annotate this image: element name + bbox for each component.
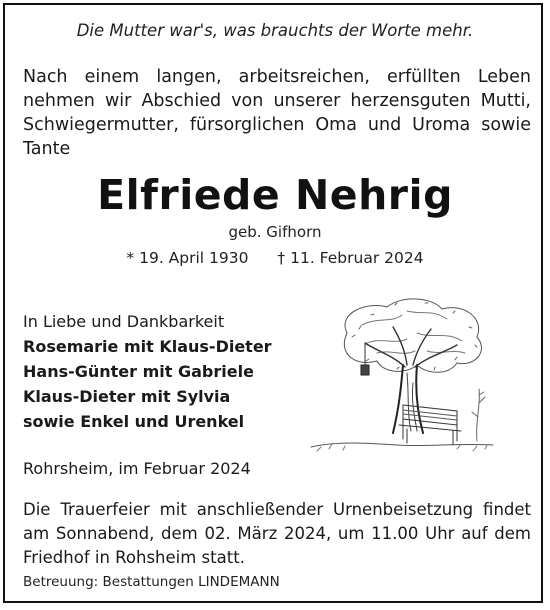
place-and-date: Rohrsheim, im Februar 2024 xyxy=(23,459,251,478)
intro-text: Nach einem langen, arbeitsreichen, erfüllten Leben nehmen wir Abschied von unserer herzensguten Mutti, Schwiegermutter, fürsorglichen Oma und Uroma sowie Tante xyxy=(23,67,531,159)
mourner-name: Klaus-Dieter mit Sylvia xyxy=(23,387,231,406)
maiden-name: geb. Gifhorn xyxy=(228,223,322,241)
undertaker-credit: Betreuung: Bestattungen LINDEMANN xyxy=(23,574,280,590)
obituary-frame xyxy=(3,3,543,603)
mourners-block xyxy=(23,309,272,434)
deceased-name: Elfriede Nehrig xyxy=(97,171,453,219)
mourner-name: sowie Enkel und Urenkel xyxy=(23,412,245,431)
death-date: † 11. Februar 2024 xyxy=(277,249,424,267)
thanks-line: In Liebe und Dankbarkeit xyxy=(23,312,225,331)
motto: Die Mutter war's, was brauchts der Worte mehr. xyxy=(76,21,474,40)
tree-with-bench-drawing xyxy=(307,293,497,455)
mourner-name: Rosemarie mit Klaus-Dieter xyxy=(23,337,272,356)
mourner-name: Hans-Günter mit Gabriele xyxy=(23,362,254,381)
service-details: Die Trauerfeier mit anschließender Urnenbeisetzung findet am Sonnabend, dem 02. März 2024, um 11.00 Uhr auf dem Friedhof in Rohsheim statt. xyxy=(23,500,531,567)
birth-date: * 19. April 1930 xyxy=(126,249,249,267)
life-dates xyxy=(5,249,545,267)
